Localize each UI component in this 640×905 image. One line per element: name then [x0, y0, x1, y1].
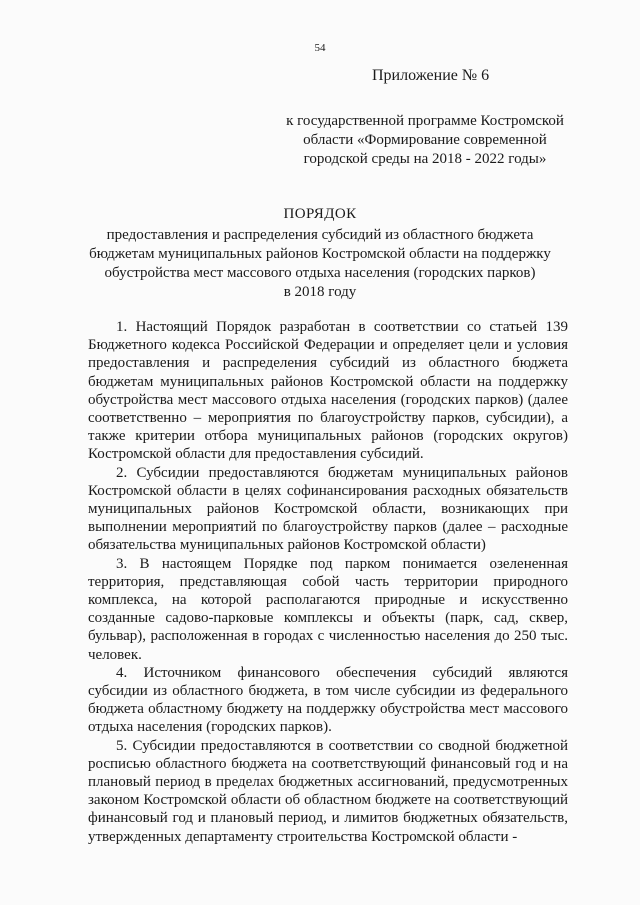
page-number: 54 — [314, 42, 326, 54]
document-body — [88, 318, 568, 846]
paragraph-2: 2. Субсидии предоставляются бюджетам муниципальных районов Костромской области в целях софинансирования расходных обязательств муниципальных районов Костромской области, возникающих при выполнении мероприятий по благоустройству парков (далее – расходные обязательства муниципальных районов Костромской области) — [88, 464, 568, 554]
paragraph-4: 4. Источником финансового обеспечения субсидий являются субсидии из областного бюджета, в том числе субсидии из федерального бюджета областному бюджету на поддержку обустройства мест массового отдыха населения (городских парков). — [88, 664, 568, 736]
subheading-line: обустройства мест массового отдыха населения (городских парков) — [104, 265, 536, 281]
subheading-line: в 2018 году — [283, 284, 357, 300]
program-reference-line: городской среды на 2018 - 2022 годы» — [303, 151, 547, 167]
paragraph-1: 1. Настоящий Порядок разработан в соответствии со статьей 139 Бюджетного кодекса Российской Федерации и определяет цели и условия предоставления и распределения субсидий из областного бюджета бюджетам муниципальных районов Костромской области на поддержку обустройства мест массового отдыха населения (городских парков) (далее соответственно – мероприятия по благоустройству парков, субсидии), а также критерии отбора муниципальных районов (городских округов) Костромской области для предоставления субсидий. — [88, 319, 568, 463]
document-heading: ПОРЯДОК — [283, 206, 357, 222]
appendix-label: Приложение № 6 — [372, 67, 490, 84]
subheading-line: бюджетам муниципальных районов Костромской области на поддержку — [89, 246, 551, 262]
program-reference — [270, 112, 580, 169]
subheading-line: предоставления и распределения субсидий из областного бюджета — [106, 227, 534, 243]
program-reference-line: к государственной программе Костромской — [286, 113, 564, 129]
paragraph-3: 3. В настоящем Порядке под парком понимается озелененная территория, представляющая собой часть территории природного комплекса, на которой располагаются природные и искусственно созданные садово-парковые комплексы и объекты (парк, сад, сквер, бульвар), расположенная в городах с численностью населения до 250 тыс. человек. — [88, 555, 568, 663]
paragraph-5: 5. Субсидии предоставляются в соответствии со сводной бюджетной росписью областного бюджета на соответствующий финансовый год и на плановый период в пределах бюджетных ассигнований, предусмотренных законом Костромской области об областном бюджете на соответствующий финансовый год и плановый период, и лимитов бюджетных обязательств, утвержденных департаменту строительства Костромской области - — [88, 737, 568, 845]
program-reference-line: области «Формирование современной — [303, 132, 547, 148]
document-subheading — [70, 226, 570, 302]
